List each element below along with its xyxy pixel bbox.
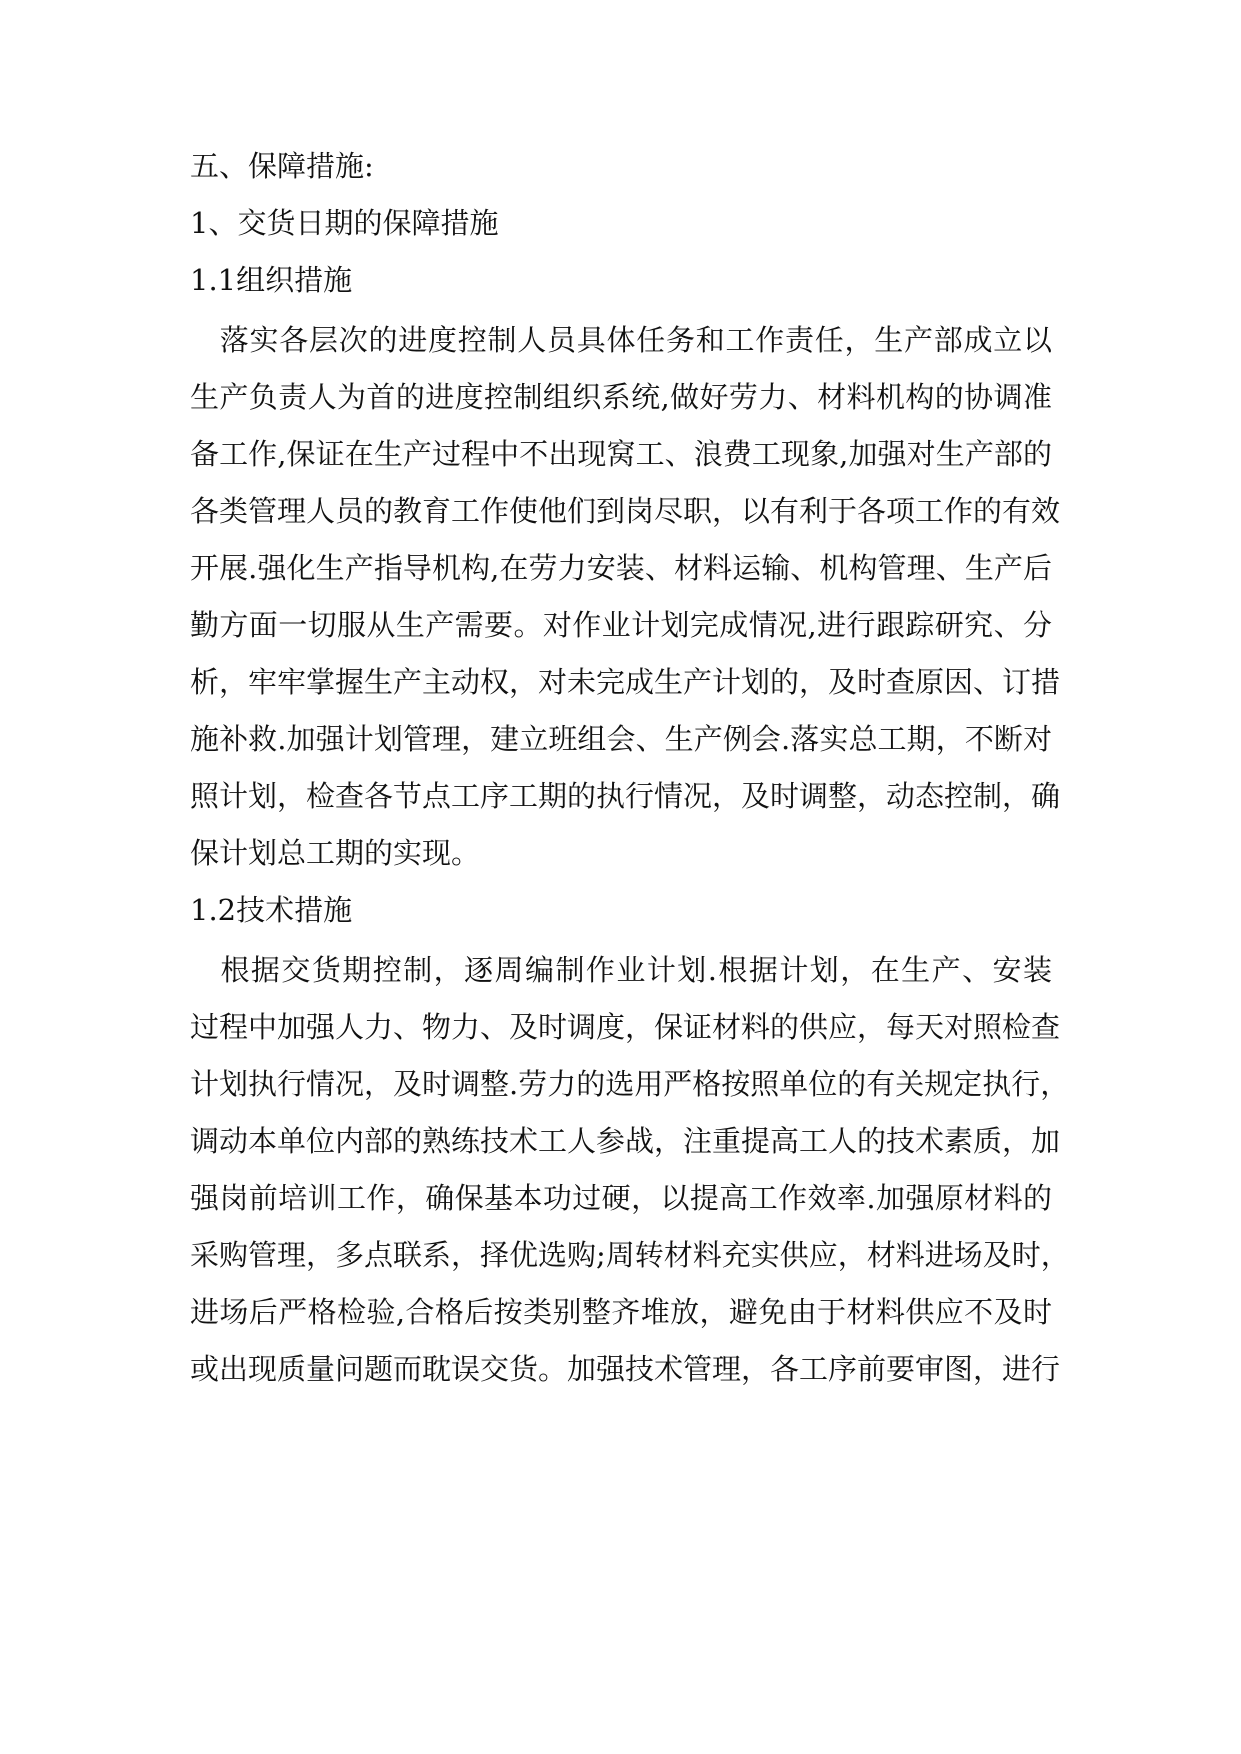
paragraph-line: 计划执行情况，及时调整.劳力的选用严格按照单位的有关规定执行， [190,1067,1070,1101]
paragraph-line: 备工作,保证在生产过程中不出现窝工、浪费工现象,加强对生产部的 [190,437,1052,471]
paragraph-line: 调动本单位内部的熟练技术工人参战，注重提高工人的技术素质，加 [190,1124,1061,1158]
paragraph-line: 过程中加强人力、物力、及时调度，保证材料的供应，每天对照检查 [190,1010,1061,1044]
paragraph-line: 析，牢牢掌握生产主动权，对未完成生产计划的，及时查原因、订措 [190,665,1061,699]
paragraph-line: 或出现质量问题而耽误交货。加强技术管理，各工序前要审图，进行 [190,1352,1061,1386]
paragraph-line: 各类管理人员的教育工作使他们到岗尽职，以有利于各项工作的有效 [190,494,1061,528]
paragraph-line: 施补救.加强计划管理，建立班组会、生产例会.落实总工期，不断对 [190,722,1052,756]
subsection-heading-1-1: 1.1组织措施 [190,263,353,297]
paragraph-line: 落实各层次的进度控制人员具体任务和工作责任，生产部成立以 [190,323,1052,357]
subsection-heading-1: 1、交货日期的保障措施 [190,206,499,240]
paragraph-line: 生产负责人为首的进度控制组织系统,做好劳力、材料机构的协调准 [190,380,1052,414]
subsection-heading-1-2: 1.2技术措施 [190,893,353,927]
paragraph-line: 根据交货期控制，逐周编制作业计划.根据计划，在生产、安装 [190,953,1052,987]
section-heading: 五、保障措施: [190,149,374,183]
paragraph-line: 采购管理，多点联系，择优选购;周转材料充实供应，材料进场及时， [190,1238,1070,1272]
paragraph-line: 进场后严格检验,合格后按类别整齐堆放，避免由于材料供应不及时 [190,1295,1052,1329]
paragraph-line: 开展.强化生产指导机构,在劳力安装、材料运输、机构管理、生产后 [190,551,1052,585]
paragraph-line: 保计划总工期的实现。 [190,836,481,870]
paragraph-line: 照计划，检查各节点工序工期的执行情况，及时调整，动态控制，确 [190,779,1061,813]
paragraph-line: 强岗前培训工作，确保基本功过硬，以提高工作效率.加强原材料的 [190,1181,1052,1215]
paragraph-line: 勤方面一切服从生产需要。对作业计划完成情况,进行跟踪研究、分 [190,608,1052,642]
